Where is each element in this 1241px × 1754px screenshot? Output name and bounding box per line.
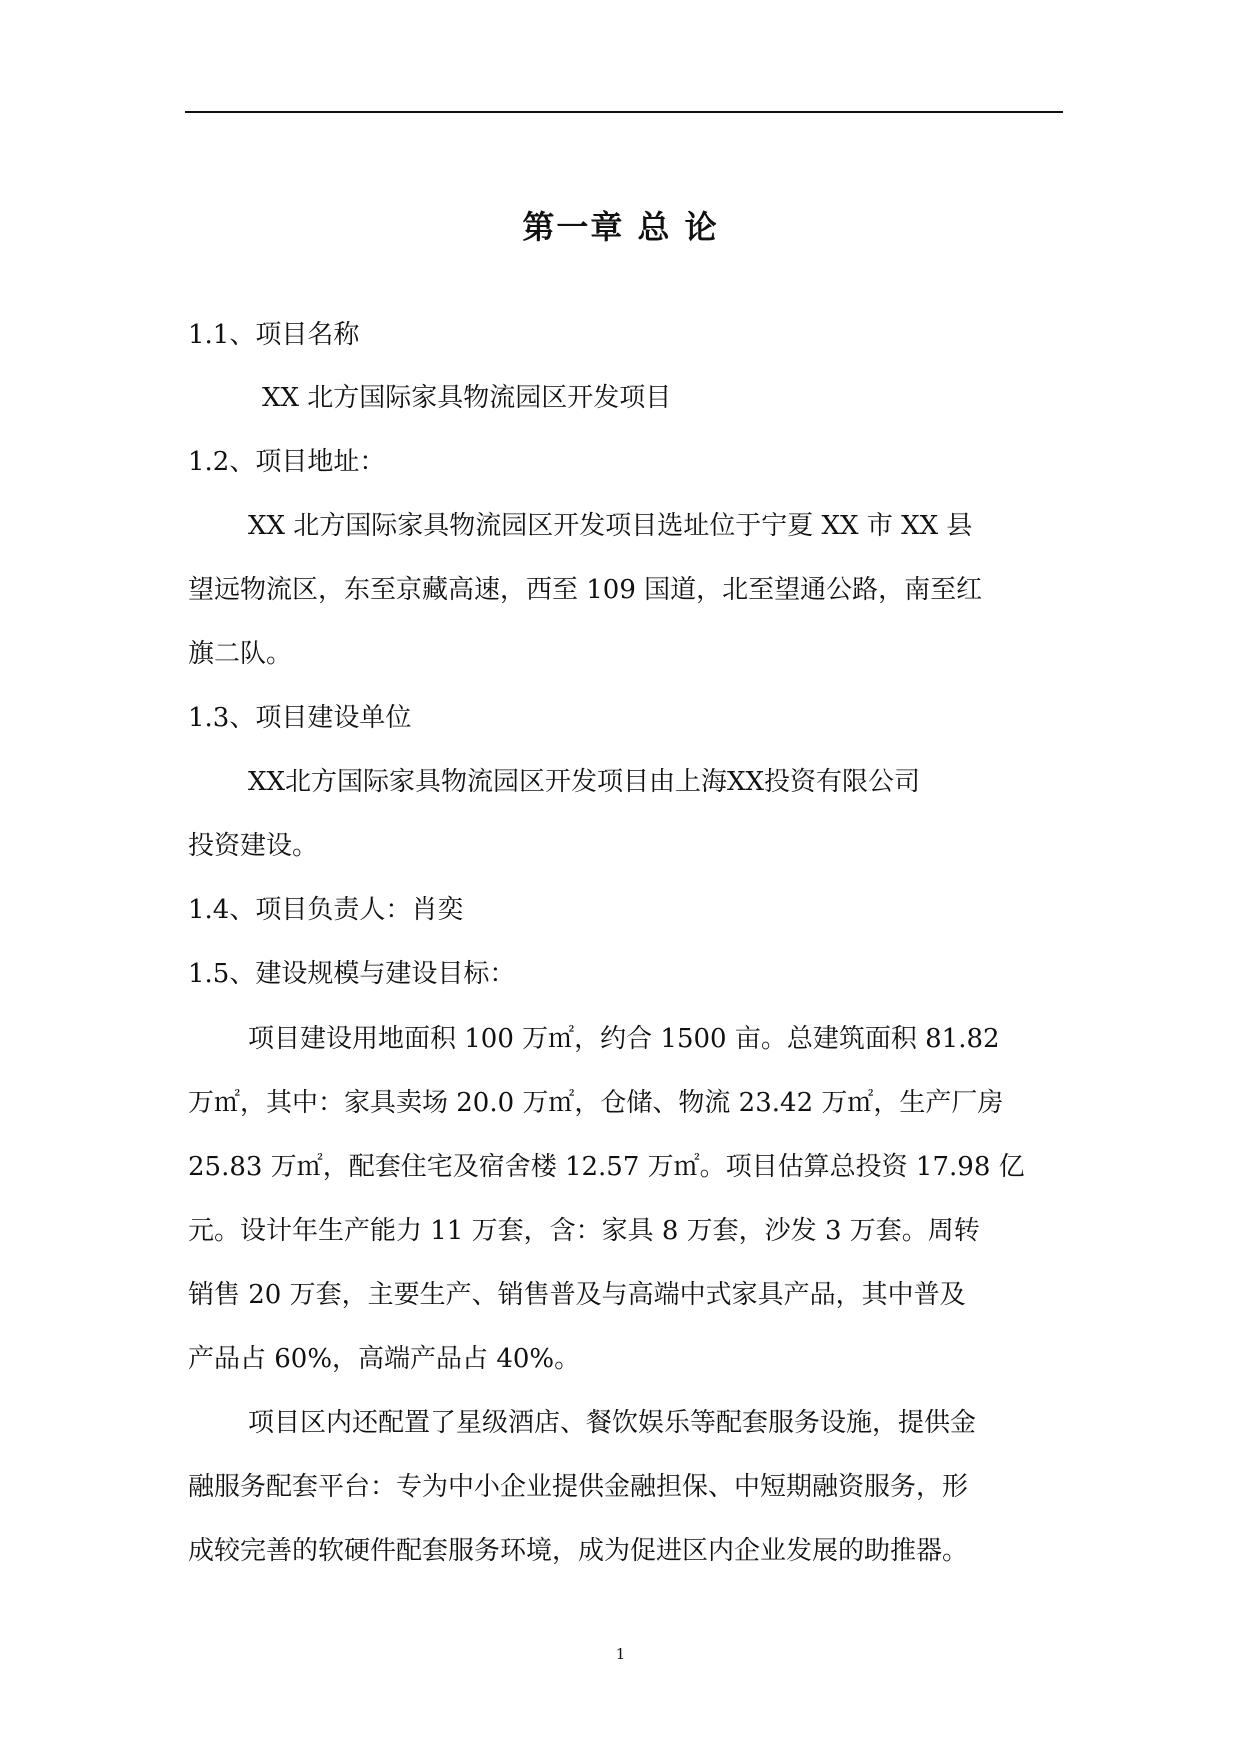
- page-number: 1: [615, 1645, 626, 1663]
- section-1-4-heading: 1.4、项目负责人：肖奕: [188, 895, 464, 925]
- project-name: XX 北方国际家具物流园区开发项目: [262, 383, 672, 413]
- scale-line-3: 25.83 万㎡，配套住宅及宿舍楼 12.57 万㎡。项目估算总投资 17.98 亿: [188, 1152, 1025, 1182]
- address-line-1: XX 北方国际家具物流园区开发项目选址位于宁夏 XX 市 XX 县: [248, 511, 973, 541]
- section-1-2-heading: 1.2、项目地址：: [188, 447, 386, 477]
- header-rule: [185, 111, 1063, 113]
- builder-line-2: 投资建设。: [188, 831, 319, 861]
- builder-line-1: XX北方国际家具物流园区开发项目由上海XX投资有限公司: [248, 767, 921, 797]
- address-line-3: 旗二队。: [188, 639, 293, 669]
- services-line-3: 成较完善的软硬件配套服务环境，成为促进区内企业发展的助推器。: [188, 1536, 969, 1566]
- services-line-1: 项目区内还配置了星级酒店、餐饮娱乐等配套服务设施，提供金: [248, 1408, 977, 1438]
- scale-line-5: 销售 20 万套，主要生产、销售普及与高端中式家具产品，其中普及: [188, 1280, 966, 1310]
- scale-line-1: 项目建设用地面积 100 万㎡，约合 1500 亩。总建筑面积 81.82: [248, 1024, 1000, 1054]
- scale-line-4: 元。设计年生产能力 11 万套，含：家具 8 万套，沙发 3 万套。周转: [188, 1216, 980, 1246]
- section-1-5-heading: 1.5、建设规模与建设目标：: [188, 959, 516, 989]
- chapter-title: 第一章 总 论: [522, 208, 719, 246]
- scale-line-2: 万㎡，其中：家具卖场 20.0 万㎡，仓储、物流 23.42 万㎡，生产厂房: [188, 1088, 1004, 1118]
- address-line-2: 望远物流区，东至京藏高速，西至 109 国道，北至望通公路，南至红: [188, 575, 983, 605]
- services-line-2: 融服务配套平台：专为中小企业提供金融担保、中短期融资服务，形: [188, 1472, 969, 1502]
- section-1-3-heading: 1.3、项目建设单位: [188, 703, 412, 733]
- section-1-1-heading: 1.1、项目名称: [188, 320, 360, 350]
- scale-line-6: 产品占 60%，高端产品占 40%。: [188, 1344, 581, 1374]
